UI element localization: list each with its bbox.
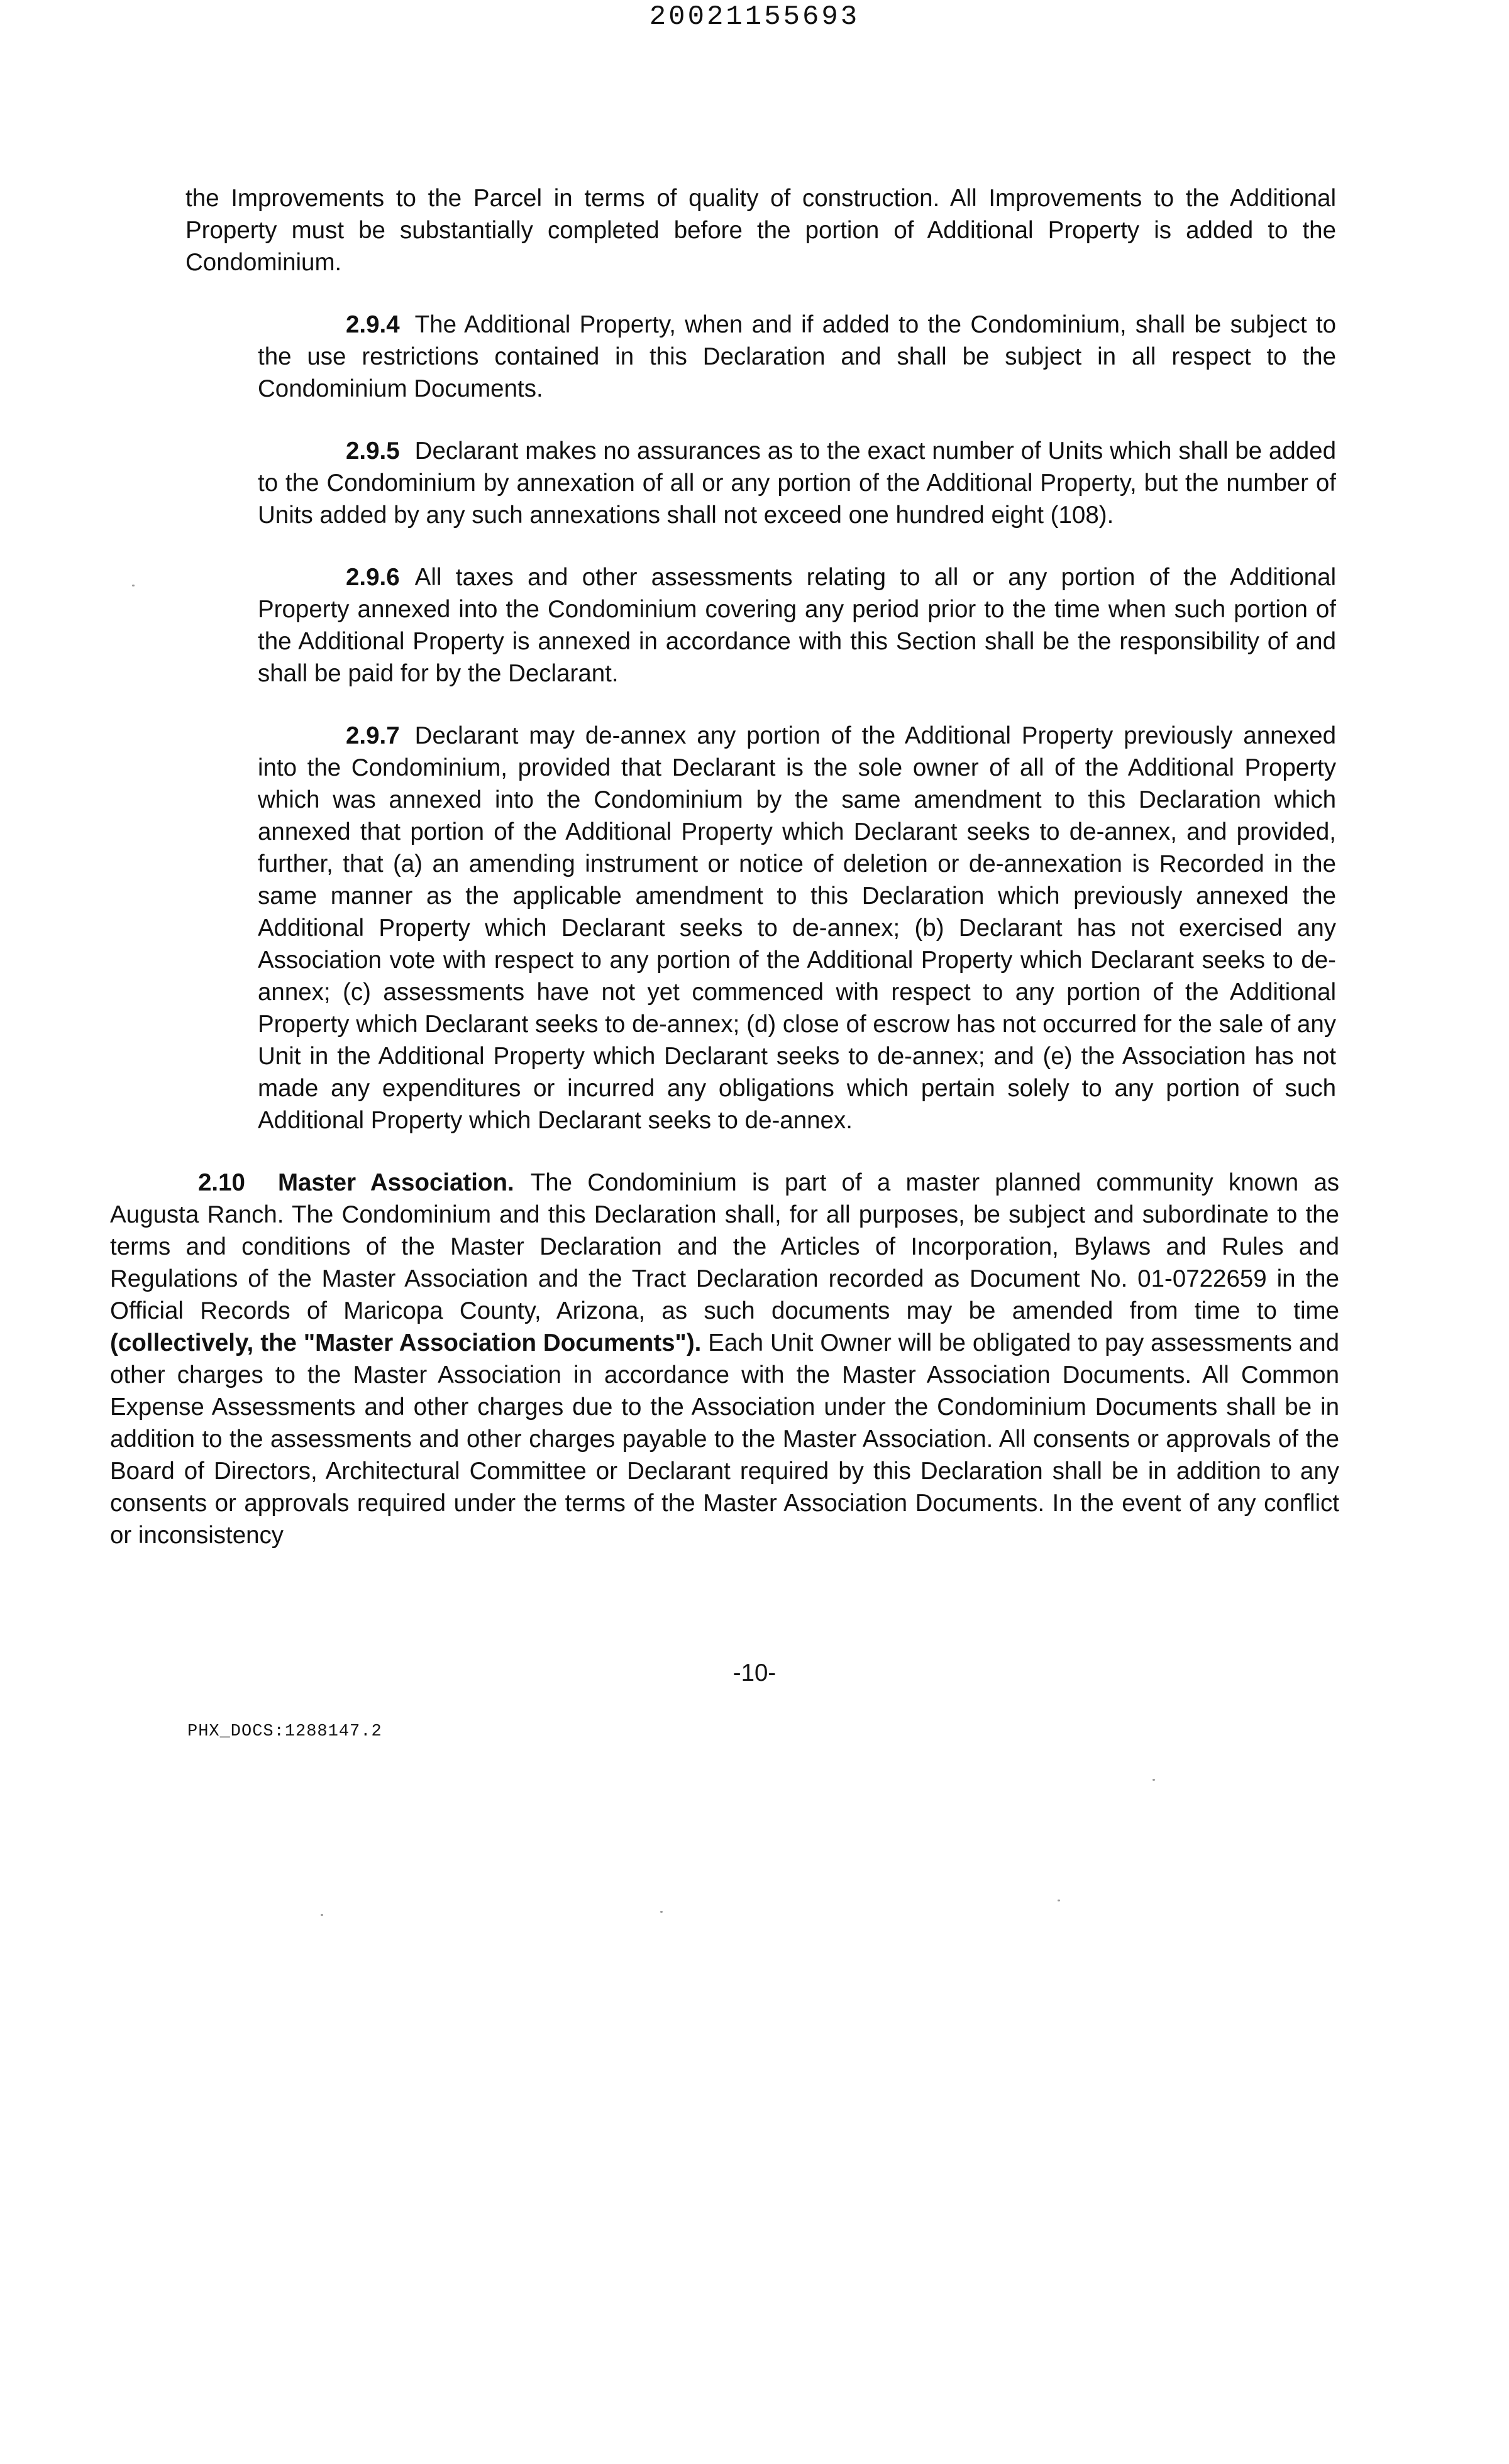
paragraph-text: Declarant may de-annex any portion of the Additional Property previously annexed into the Condominium, provided that Declarant is the sole owner of all of the Additional Property which was annexed into the Condominium by the same amendment to this Declaration which annexed that portion of the Additional Property which Declarant seeks to de-annex, and provided, further, that (a) an amending instrument or notice of deletion or de-annexation is Recorded in the same manner as the applicable amendment to this Declaration which previously annexed the Additional Property which Declarant seeks to de-annex; (b) Declarant has not exercised any Association vote with respect to any portion of the Additional Property which Declarant seeks to de-annex; (c) assessments have not yet commenced with respect to any portion of the Additional Property which Declarant seeks to de-annex; (d) close of escrow has not occurred for the sale of any Unit in the Additional Property which Declarant seeks to de-annex; and (e) the Association has not made any expenditures or incurred any obligations which pertain solely to any portion of such Additional Property which Declarant seeks to de-annex. <box>258 722 1336 1134</box>
paragraph-text: The Additional Property, when and if added to the Condominium, shall be subject to the use restrictions contained in this Declaration and shall be subject in all respect to the Condominium Documents. <box>258 311 1336 402</box>
scan-artifact <box>1058 1900 1060 1901</box>
page-number: -10- <box>732 1659 777 1686</box>
scan-artifact <box>321 1914 323 1916</box>
section-number: 2.10 <box>198 1169 245 1196</box>
section-heading: Master Association. <box>277 1169 514 1196</box>
section-number: 2.9.7 <box>346 722 400 749</box>
document-recording-number: 20021155693 <box>649 1 860 33</box>
section-number: 2.9.4 <box>346 311 400 338</box>
scan-artifact <box>132 585 135 586</box>
defined-term: (collectively, the "Master Association Documents"). <box>110 1329 702 1356</box>
paragraph-2-10-master-association <box>110 1167 1339 1551</box>
paragraph-text: All taxes and other assessments relating to all or any portion of the Additional Property annexed into the Condominium covering any period prior to the time when such portion of the Additional Property is annexed in accordance with this Section shall be the responsibility of and shall be paid for by the Declarant. <box>258 564 1336 687</box>
paragraph-2-9-6 <box>258 561 1336 690</box>
document-body <box>110 182 1340 1581</box>
scan-artifact <box>660 1911 663 1913</box>
paragraph-text-continued: Each Unit Owner will be obligated to pay assessments and other charges to the Master Association in accordance with the Master Association Documents. All Common Expense Assessments and other charges due to the Association under the Condominium Documents shall be in addition to the assessments and other charges payable to the Master Association. All consents or approvals of the Board of Directors, Architectural Committee or Declarant required by this Declaration shall be in addition to any consents or approvals required under the terms of the Master Association Documents. In the event of any conflict or inconsistency <box>110 1329 1340 1549</box>
paragraph-continuation: the Improvements to the Parcel in terms of quality of construction. All Improvements to the Additional Property must be substantially completed before the portion of Additional Property is added to the Condominium. <box>185 185 1336 276</box>
paragraph-text: The Condominium is part of a master planned community known as Augusta Ranch. The Condominium and this Declaration shall, for all purposes, be subject and subordinate to the terms and conditions of the Master Declaration and the Articles of Incorporation, Bylaws and Rules and Regulations of the Master Association and the Tract Declaration recorded as Document No. 01-0722659 in the Official Records of Maricopa County, Arizona, as such documents may be amended from time to time <box>110 1169 1339 1324</box>
scan-artifact <box>1152 1779 1155 1781</box>
paragraph-2-9-5 <box>258 435 1336 531</box>
paragraph-text: Declarant makes no assurances as to the exact number of Units which shall be added to the Condominium by annexation of all or any portion of the Additional Property, but the number of Units added by any such annexations shall not exceed one hundred eight (108). <box>258 437 1336 529</box>
section-number: 2.9.6 <box>346 564 400 591</box>
paragraph-2-9-7 <box>258 720 1336 1136</box>
subsection-list <box>185 309 1336 1136</box>
section-number: 2.9.5 <box>346 437 400 465</box>
footer-document-code: PHX_DOCS:1288147.2 <box>187 1722 382 1741</box>
paragraph-2-9-4 <box>258 309 1336 405</box>
